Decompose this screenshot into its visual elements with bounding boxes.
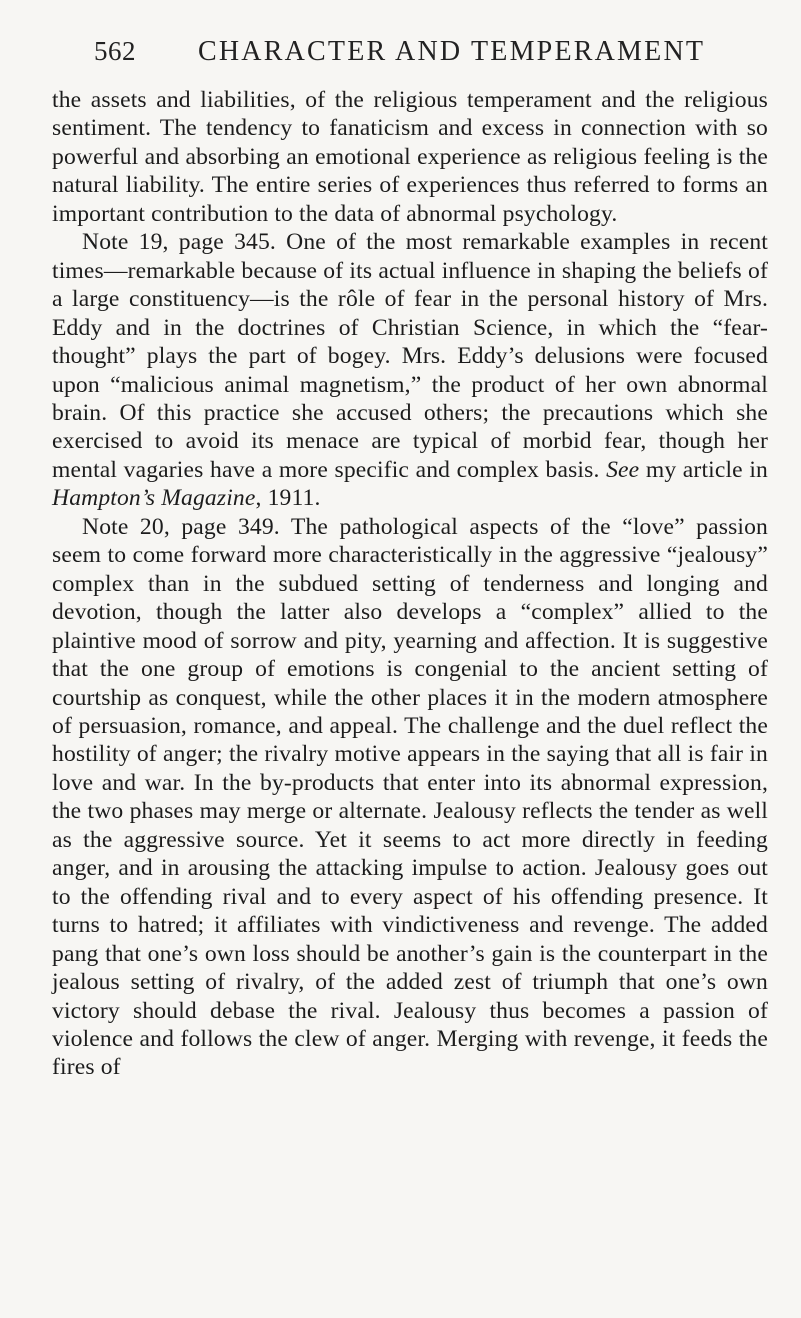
running-head	[94, 36, 774, 76]
note-19-text: Note 19, page 345. One of the most remarkable examples in recent times—remarkable because of its actual influence in shaping the beliefs of a large constituency—is the rôle of fear in the personal history of Mrs. Eddy and in the doctrines of Christian Science, in which the “fear-thought” plays the part of bogey. Mrs. Eddy’s delusions were focused upon “malicious animal magnetism,” the product of her own abnormal brain. Of this practice she accused others; the precautions which she exercised to avoid its menace are typical of morbid fear, though her mental vagaries have a more specific and complex basis.	[52, 229, 768, 483]
see-rest: my article in	[639, 456, 768, 483]
page-number: 562	[94, 36, 136, 66]
paragraph-note-19	[52, 228, 768, 513]
paragraph-1: the assets and liabilities, of the religious temperament and the religious sentiment. The tendency to fanaticism and excess in connection with so powerful and absorbing an emotional experience as religious feeling is the natural liability. The entire series of experiences thus referred to forms an important contribution to the data of abnormal psychology.	[52, 87, 768, 227]
running-title: CHARACTER AND TEMPERAMENT	[198, 36, 706, 67]
body-text	[52, 86, 768, 1082]
paragraph-note-20: Note 20, page 349. The pathological aspects of the “love” passion seem to come forward more characteristically in the aggressive “jealousy” complex than in the subdued setting of tenderness and longing and devotion, though the latter also develops a “complex” allied to the plaintive mood of sorrow and pity, yearning and affection. It is suggestive that the one group of emotions is congenial to the ancient setting of courtship as conquest, while the other places it in the modern atmosphere of persuasion, romance, and appeal. The challenge and the duel reflect the hostility of anger; the rivalry motive appears in the saying that all is fair in love and war. In the by-products that enter into its abnormal expression, the two phases may merge or alternate. Jealousy reflects the tender as well as the aggressive source. Yet it seems to act more directly in feeding anger, and in arousing the attacking impulse to action. Jealousy goes out to the offending rival and to every aspect of his offending presence. It turns to hatred; it affiliates with vindictiveness and revenge. The added pang that one’s own loss should be another’s gain is the counterpart in the jealous setting of rivalry, of the added zest of triumph that one’s own victory should debase the rival. Jealousy thus becomes a passion of violence and follows the clew of anger. Merging with revenge, it feeds the fires of	[52, 513, 768, 1081]
magazine-year: , 1911.	[255, 485, 321, 512]
see-reference: See	[606, 456, 640, 483]
magazine-title: Hampton’s Magazine	[52, 485, 256, 512]
